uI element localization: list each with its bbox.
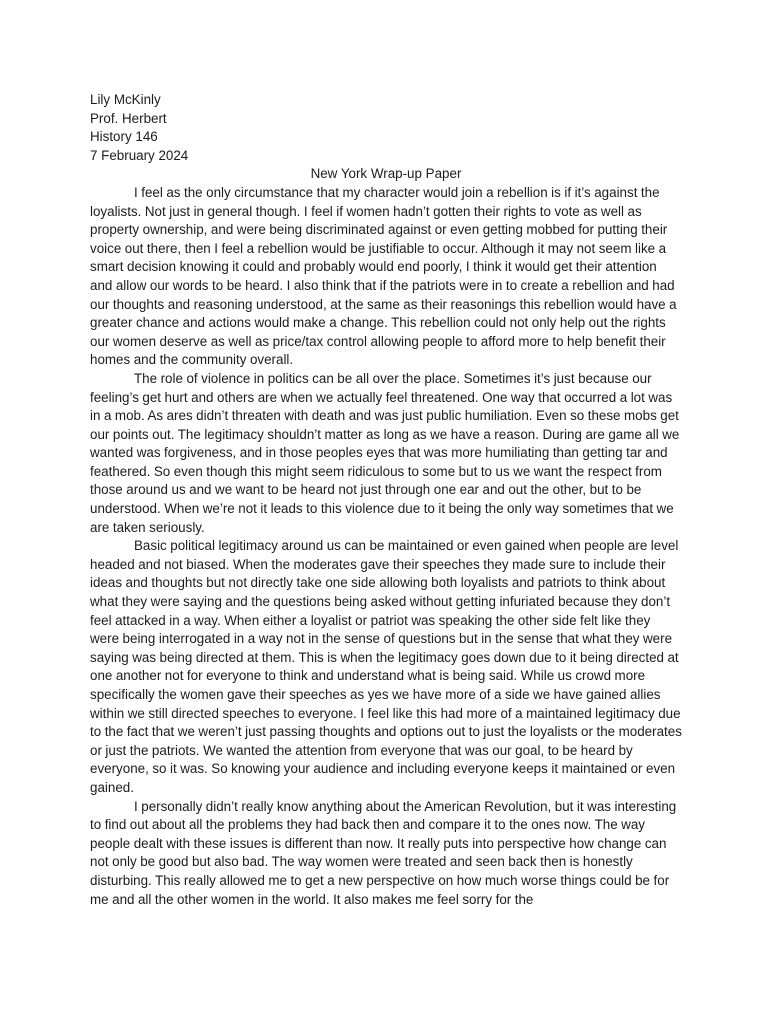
course-name: History 146: [90, 129, 158, 145]
paper-date: 7 February 2024: [90, 147, 189, 163]
paragraph-4: I personally didn’t really know anything about the American Revolution, but it was interesting to find out about all the problems they had back then and compare it to the ones now. The way people dealt with these issues is different than now. It really puts into perspective how change can not only be good but also bad. The way women were treated and seen back then is honestly disturbing. This really allowed me to get a new perspective on how much worse things could be for me and all the other women in the world. It also makes me feel sorry for the: [90, 798, 677, 907]
author-name: Lily McKinly: [90, 92, 161, 107]
professor-name: Prof. Herbert: [90, 110, 167, 126]
paper-title: New York Wrap-up Paper: [310, 166, 462, 182]
paragraph-2: The role of violence in politics can be all over the place. Sometimes it’s just because our feeling’s get hurt and others are when we actually feel threatened. One way that occurred a lot was in a mob. As ares didn’t threaten with death and was just public humiliation. Even so these mobs get our points out. The legitimacy shouldn’t matter as long as we have a reason. During are game all we wanted was forgiveness, and in those peoples eyes that was more humiliating than getting tar and feathered. So even though this might seem ridiculous to some but to us we want the respect from those around us and we want to be heard not just through one ear and out the other, but to be understood. When we’re not it leads to this violence due to it being the only way sometimes that we are taken seriously.: [90, 370, 680, 535]
paragraph-3: Basic political legitimacy around us can be maintained or even gained when people are level headed and not biased. When the moderates gave their speeches they made sure to include their ideas and thoughts but not directly take one side allowing both loyalists and patriots to think about what they were saying and the questions being asked without getting infuriated because they don’t feel attacked in a way. When either a loyalist or patriot was speaking the other side felt like they were being interrogated in a way not in the sense of questions but in the sense that what they were saying was being directed at them. This is when the legitimacy goes down due to it being directed at one another not for everyone to think and understand what is being said. While us crowd more specifically the women gave their speeches as yes we have more of a side we have gained allies within we still directed speeches to everyone. I feel like this had more of a maintained legitimacy due to the fact that we weren’t just passing thoughts and options out to just the loyalists or the moderates or just the patriots. We wanted the attention from everyone that was our goal, to be heard by everyone, so it was. So knowing your audience and including everyone keeps it maintained or even gained.: [90, 538, 682, 795]
paragraph-1: I feel as the only circumstance that my character would join a rebellion is if it’s against the loyalists. Not just in general though. I feel if women hadn’t gotten their rights to vote as well as property ownership, and were being discriminated against or even getting mobbed for putting their voice out there, then I feel a rebellion would be justifiable to occur. Although it may not seem like a smart decision knowing it could and probably would end poorly, I think it would get their attention and allow our words to be heard. I also think that if the patriots were in to create a rebellion and had our thoughts and reasoning understood, at the same as their reasonings this rebellion would have a greater chance and actions would make a change. This rebellion could not only help out the rights our women deserve as well as price/tax control allowing people to afford more to help benefit their homes and the community overall.: [90, 184, 677, 368]
paper-body: [90, 91, 682, 909]
